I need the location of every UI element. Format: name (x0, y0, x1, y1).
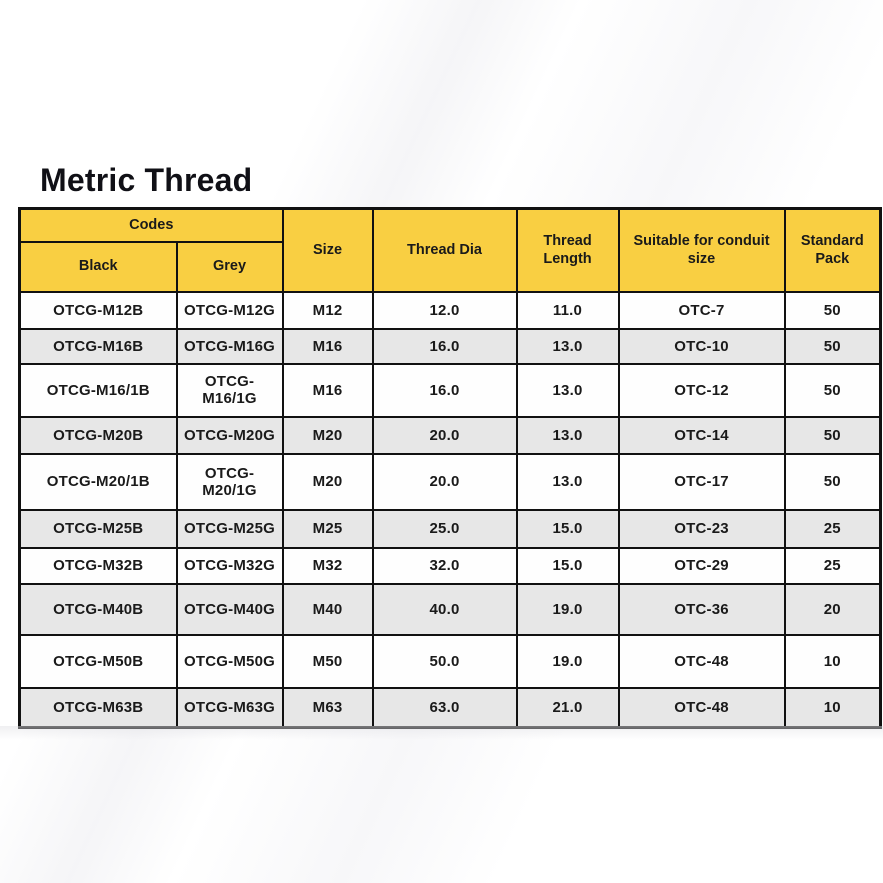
thread-dia-cell: 20.0 (373, 417, 517, 454)
standard-pack-cell: 50 (785, 364, 881, 417)
thread-length-cell: 15.0 (517, 510, 619, 548)
standard-pack-cell: 10 (785, 635, 881, 688)
thread-length-cell: 15.0 (517, 548, 619, 584)
thread-length-cell: 13.0 (517, 329, 619, 364)
table-row (20, 292, 881, 329)
table-row (20, 454, 881, 510)
size-cell: M12 (283, 292, 373, 329)
column-header-conduit-size: Suitable for conduit size (619, 209, 785, 292)
thread-length-cell: 13.0 (517, 417, 619, 454)
column-header-standard-pack: Standard Pack (785, 209, 881, 292)
table-row (20, 688, 881, 728)
conduit-size-cell: OTC-14 (619, 417, 785, 454)
code-black-cell: OTCG-M50B (20, 635, 177, 688)
code-grey-cell: OTCG-M32G (177, 548, 283, 584)
standard-pack-cell: 50 (785, 417, 881, 454)
thread-dia-cell: 32.0 (373, 548, 517, 584)
code-grey-cell: OTCG-M63G (177, 688, 283, 728)
standard-pack-cell: 10 (785, 688, 881, 728)
code-grey-cell: OTCG-M20/1G (177, 454, 283, 510)
table-body (20, 292, 881, 728)
column-header-thread-length: Thread Length (517, 209, 619, 292)
standard-pack-cell: 20 (785, 584, 881, 635)
thread-dia-cell: 25.0 (373, 510, 517, 548)
code-black-cell: OTCG-M16B (20, 329, 177, 364)
conduit-size-cell: OTC-48 (619, 688, 785, 728)
thread-dia-cell: 20.0 (373, 454, 517, 510)
code-black-cell: OTCG-M16/1B (20, 364, 177, 417)
standard-pack-cell: 50 (785, 292, 881, 329)
metric-thread-table (18, 207, 882, 729)
code-grey-cell: OTCG-M12G (177, 292, 283, 329)
column-header-thread-dia: Thread Dia (373, 209, 517, 292)
conduit-size-cell: OTC-23 (619, 510, 785, 548)
conduit-size-cell: OTC-12 (619, 364, 785, 417)
size-cell: M50 (283, 635, 373, 688)
table-row (20, 329, 881, 364)
code-grey-cell: OTCG-M25G (177, 510, 283, 548)
thread-length-cell: 11.0 (517, 292, 619, 329)
code-grey-cell: OTCG-M16G (177, 329, 283, 364)
thread-length-cell: 21.0 (517, 688, 619, 728)
thread-dia-cell: 12.0 (373, 292, 517, 329)
size-cell: M63 (283, 688, 373, 728)
table-row (20, 417, 881, 454)
size-cell: M16 (283, 364, 373, 417)
code-grey-cell: OTCG-M20G (177, 417, 283, 454)
conduit-size-cell: OTC-29 (619, 548, 785, 584)
code-black-cell: OTCG-M12B (20, 292, 177, 329)
code-black-cell: OTCG-M32B (20, 548, 177, 584)
thread-dia-cell: 16.0 (373, 329, 517, 364)
thread-length-cell: 19.0 (517, 635, 619, 688)
code-black-cell: OTCG-M25B (20, 510, 177, 548)
conduit-size-cell: OTC-10 (619, 329, 785, 364)
size-cell: M16 (283, 329, 373, 364)
code-black-cell: OTCG-M40B (20, 584, 177, 635)
code-black-cell: OTCG-M63B (20, 688, 177, 728)
code-black-cell: OTCG-M20/1B (20, 454, 177, 510)
column-header-black: Black (20, 242, 177, 292)
code-black-cell: OTCG-M20B (20, 417, 177, 454)
page-shadow-band (0, 726, 883, 740)
thread-dia-cell: 50.0 (373, 635, 517, 688)
size-cell: M40 (283, 584, 373, 635)
thread-dia-cell: 63.0 (373, 688, 517, 728)
thread-length-cell: 13.0 (517, 364, 619, 417)
size-cell: M20 (283, 417, 373, 454)
standard-pack-cell: 50 (785, 329, 881, 364)
standard-pack-cell: 25 (785, 510, 881, 548)
table-header (20, 209, 881, 292)
thread-dia-cell: 16.0 (373, 364, 517, 417)
table-row (20, 510, 881, 548)
code-grey-cell: OTCG-M50G (177, 635, 283, 688)
size-cell: M20 (283, 454, 373, 510)
code-grey-cell: OTCG-M16/1G (177, 364, 283, 417)
thread-length-cell: 19.0 (517, 584, 619, 635)
table-row (20, 364, 881, 417)
table-row (20, 548, 881, 584)
conduit-size-cell: OTC-17 (619, 454, 785, 510)
column-header-size: Size (283, 209, 373, 292)
thread-length-cell: 13.0 (517, 454, 619, 510)
page-title: Metric Thread (40, 162, 253, 198)
standard-pack-cell: 25 (785, 548, 881, 584)
thread-dia-cell: 40.0 (373, 584, 517, 635)
size-cell: M32 (283, 548, 373, 584)
size-cell: M25 (283, 510, 373, 548)
standard-pack-cell: 50 (785, 454, 881, 510)
column-header-codes: Codes (20, 209, 283, 242)
conduit-size-cell: OTC-48 (619, 635, 785, 688)
table-row (20, 635, 881, 688)
table-row (20, 584, 881, 635)
code-grey-cell: OTCG-M40G (177, 584, 283, 635)
column-header-grey: Grey (177, 242, 283, 292)
conduit-size-cell: OTC-36 (619, 584, 785, 635)
conduit-size-cell: OTC-7 (619, 292, 785, 329)
